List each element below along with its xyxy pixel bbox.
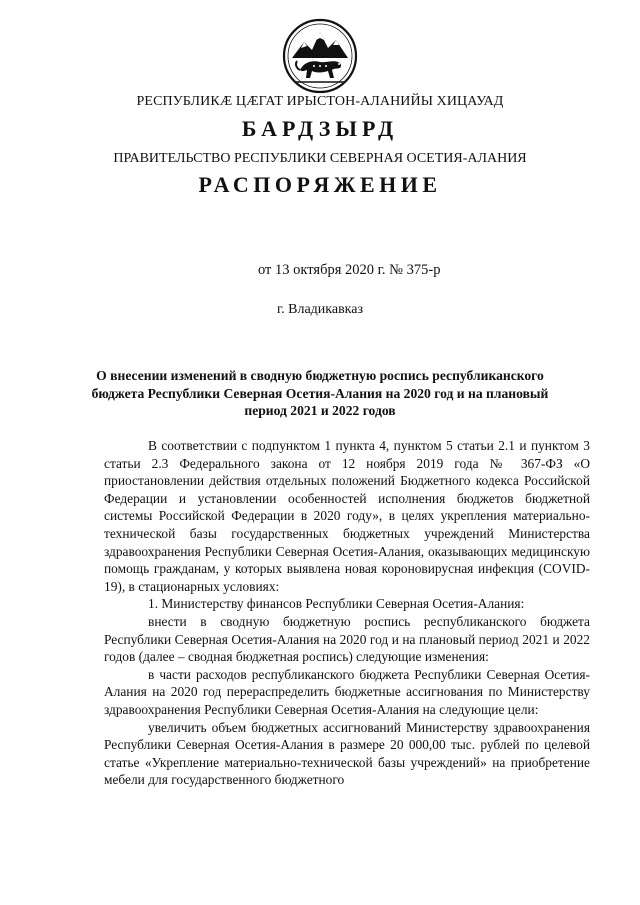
coat-of-arms-emblem xyxy=(282,18,358,94)
body-paragraph: внести в сводную бюджетную роспись республиканского бюджета Республики Северная Осетия-Алания на 2020 год и на плановый период 2021 и 2022 годов (далее – сводная бюджетная роспись) следующие изменения: xyxy=(104,613,590,665)
russian-government-heading: ПРАВИТЕЛЬСТВО РЕСПУБЛИКИ СЕВЕРНАЯ ОСЕТИЯ-АЛАНИЯ xyxy=(113,151,527,166)
date-number-line: от 13 октября 2020 г. № 375-р xyxy=(258,262,441,278)
document-title: О внесении изменений в сводную бюджетную роспись республиканского бюджета Республики Северная Осетия-Алания на 2020 год и на плановый период 2021 и 2022 годов xyxy=(91,368,549,418)
russian-doc-type: РАСПОРЯЖЕНИЕ xyxy=(198,172,442,197)
document-body xyxy=(104,437,590,789)
body-paragraph: в части расходов республиканского бюджета Республики Северная Осетия-Алания на 2020 год перераспределить бюджетные ассигнования по Министерству здравоохранения Республики Северная Осетия-Алания на следующие цели: xyxy=(104,666,590,717)
city-line: г. Владикавказ xyxy=(276,302,364,317)
body-paragraph: 1. Министерству финансов Республики Северная Осетия-Алания: xyxy=(148,596,525,612)
ossetian-republic-heading: РЕСПУБЛИКӔ ЦӔГАТ ИРЫСТОН-АЛАНИЙЫ ХИЦАУАД xyxy=(136,94,504,109)
body-paragraph: увеличить объем бюджетных ассигнований Министерству здравоохранения Республики Северная Осетия-Алания в размере 20 000,00 тыс. рублей по целевой статье «Укрепление материально-технической базы учреждений» на приобретение мебели для государственного бюджетного xyxy=(104,719,590,788)
ossetian-doc-type: БАРДЗЫРД xyxy=(241,116,399,141)
body-paragraph: В соответствии с подпунктом 1 пункта 4, пунктом 5 статьи 2.1 и пунктом 3 статьи 2.3 Федерального закона от 12 ноября 2019 года № 367-ФЗ «О приостановлении действия отдельных положений Бюджетного кодекса Российской Федерации и установлении особенностей исполнения бюджетов бюджетной системы Российской Федерации в 2020 году», в целях укрепления материально-технической базы государственных бюджетных учреждений Министерства здравоохранения Республики Северная Осетия-Алания, оказывающих медицинскую помощь гражданам, у которых выявлена новая короновирусная инфекция (COVID-19), в стационарных условиях: xyxy=(104,438,590,594)
